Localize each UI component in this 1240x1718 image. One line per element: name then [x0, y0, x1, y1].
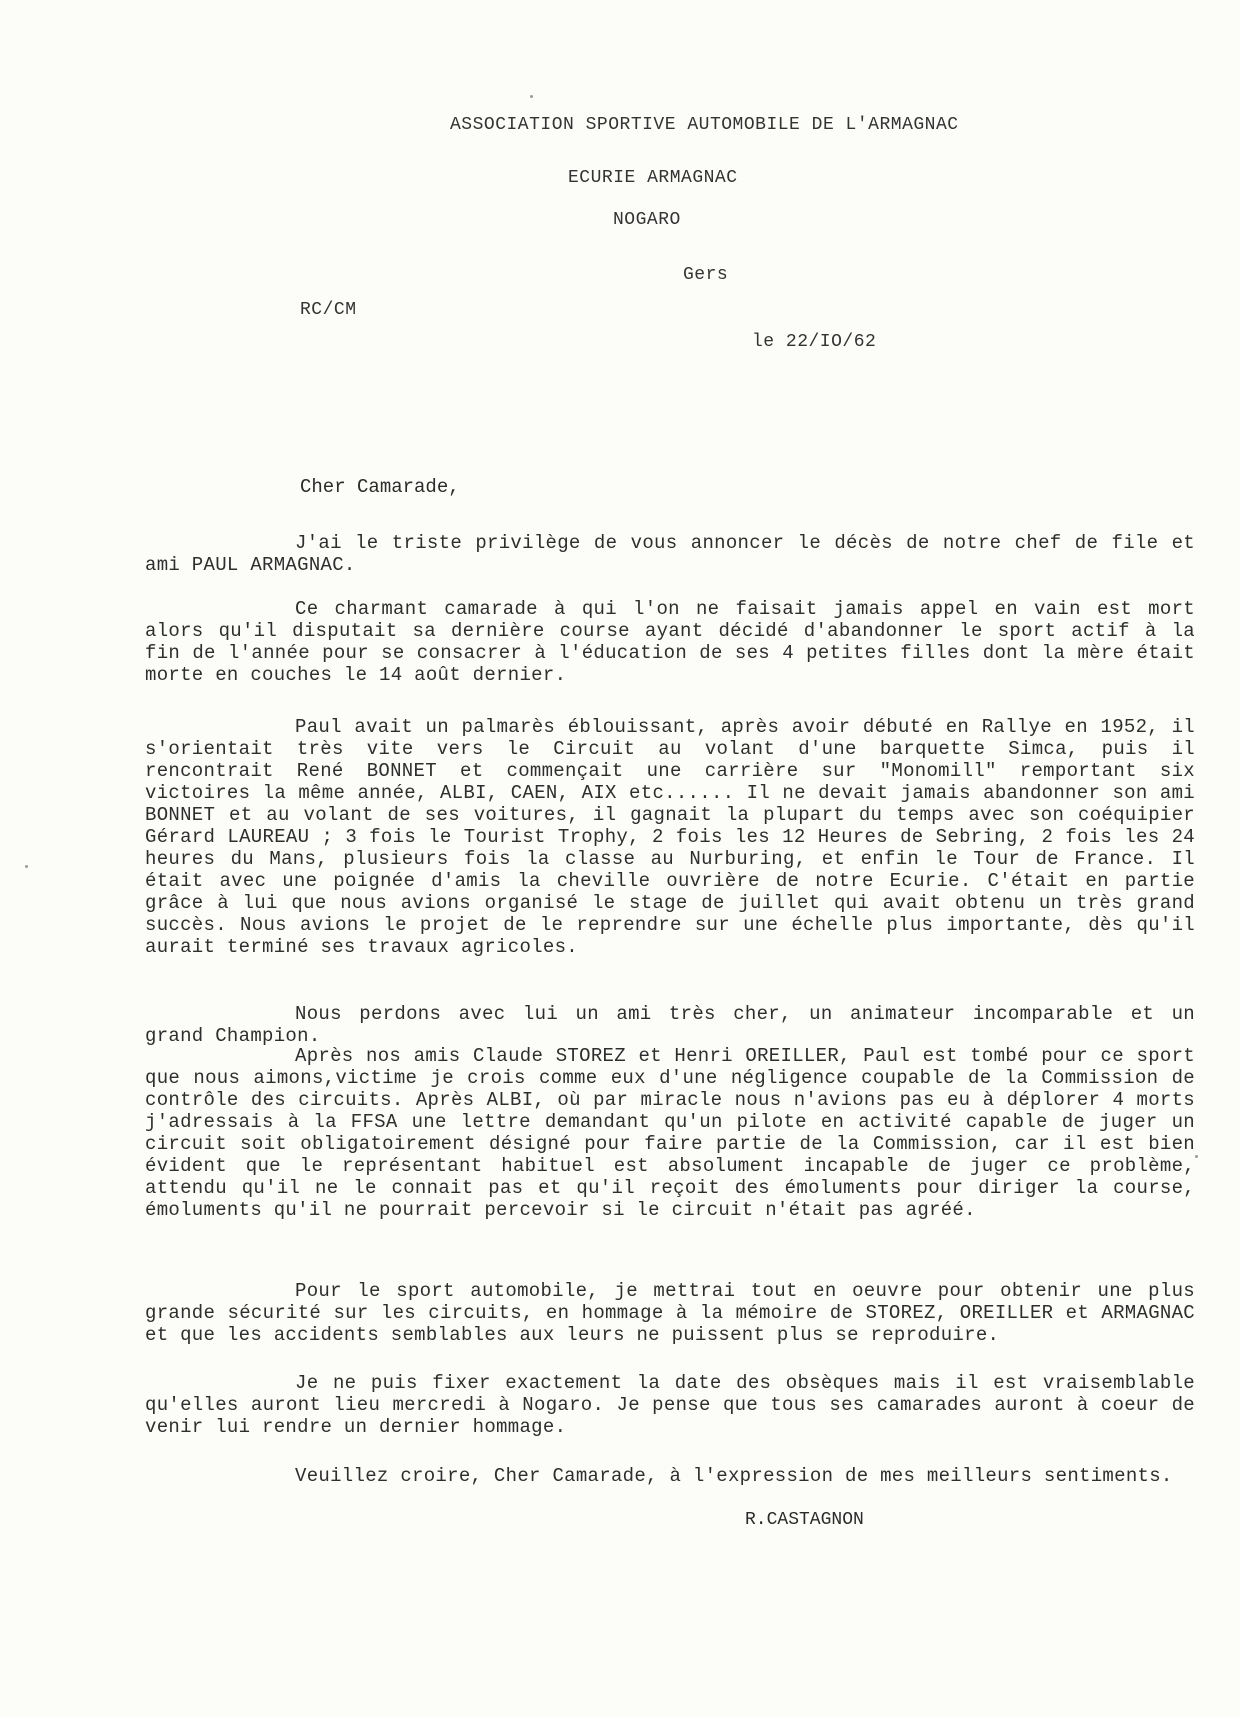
- paragraph-closing: Veuillez croire, Cher Camarade, à l'expression de mes meilleurs sentiments.: [295, 1465, 1173, 1487]
- salutation: Cher Camarade,: [300, 476, 460, 498]
- paragraph-announcement: J'ai le triste privilège de vous annoncer le décès de notre chef de file et ami PAUL ARMAGNAC.: [145, 532, 1195, 576]
- paragraph-palmares: Paul avait un palmarès éblouissant, après avoir débuté en Rallye en 1952, il s'orientait très vite vers le Circuit au volant d'une barquette Simca, puis il rencontrait René BONNET et commençait une carrière sur "Monomill" remportant six victoires la même année, ALBI, CAEN, AIX etc...... Il ne devait jamais abandonner son ami BONNET et au volant de ses voitures, il gagnait la plupart du temps avec son coéquipier Gérard LAUREAU ; 3 fois le Tourist Trophy, 2 fois les 12 Heures de Sebring, 2 fois les 24 heures du Mans, plusieurs fois la classe au Nurburing, et enfin le Tour de France. Il était avec une poignée d'amis la cheville ouvrière de notre Ecurie. C'était en partie grâce à lui que nous avions organisé le stage de juillet qui avait obtenu un très grand succès. Nous avions le projet de le reprendre sur une échelle plus importante, dès qu'il aurait terminé ses travaux agricoles.: [145, 716, 1195, 958]
- paragraph-safety-criticism: Après nos amis Claude STOREZ et Henri OREILLER, Paul est tombé pour ce sport que nous aimons,victime je crois comme eux d'une négligence coupable de la Commission de contrôle des circuits. Après ALBI, où par miracle nous n'avions pas eu à déplorer 4 morts j'adressais à la FFSA une lettre demandant qu'un pilote en activité capable de juger un circuit soit obligatoirement désigné pour faire partie de la Commission, car il est bien évident que le représentant habituel est absolument incapable de juger ce problème, attendu qu'il ne le connait pas et qu'il reçoit des émoluments pour diriger la course, émoluments qu'il ne pourrait percevoir si le circuit n'était pas agréé.: [145, 1045, 1195, 1221]
- paragraph-circumstances: Ce charmant camarade à qui l'on ne faisait jamais appel en vain est mort alors qu'il disputait sa dernière course ayant décidé d'abandonner le sport actif à la fin de l'année pour se consacrer à l'éducation de ses 4 petites filles dont la mère était morte en couches le 14 août dernier.: [145, 598, 1195, 686]
- signature-name: R.CASTAGNON: [745, 1510, 864, 1530]
- paper-speck: [1195, 1155, 1198, 1158]
- letterhead-department: Gers: [683, 265, 729, 285]
- paper-speck: [530, 95, 533, 98]
- letterhead-team: ECURIE ARMAGNAC: [568, 168, 738, 188]
- paragraph-funeral: Je ne puis fixer exactement la date des obsèques mais il est vraisemblable qu'elles auront lieu mercredi à Nogaro. Je pense que tous ses camarades auront à coeur de venir lui rendre un dernier hommage.: [145, 1372, 1195, 1438]
- paragraph-loss: Nous perdons avec lui un ami très cher, un animateur incomparable et un grand Champion.: [145, 1003, 1195, 1047]
- paragraph-commitment: Pour le sport automobile, je mettrai tout en oeuvre pour obtenir une plus grande sécurité sur les circuits, en hommage à la mémoire de STOREZ, OREILLER et ARMAGNAC et que les accidents semblables aux leurs ne puissent plus se reproduire.: [145, 1280, 1195, 1346]
- paper-speck: [25, 865, 28, 868]
- letter-date: le 22/IO/62: [752, 332, 877, 352]
- letterhead-organization: ASSOCIATION SPORTIVE AUTOMOBILE DE L'ARMAGNAC: [450, 115, 959, 135]
- reference-code: RC/CM: [300, 300, 357, 320]
- letterhead-city: NOGARO: [613, 210, 681, 230]
